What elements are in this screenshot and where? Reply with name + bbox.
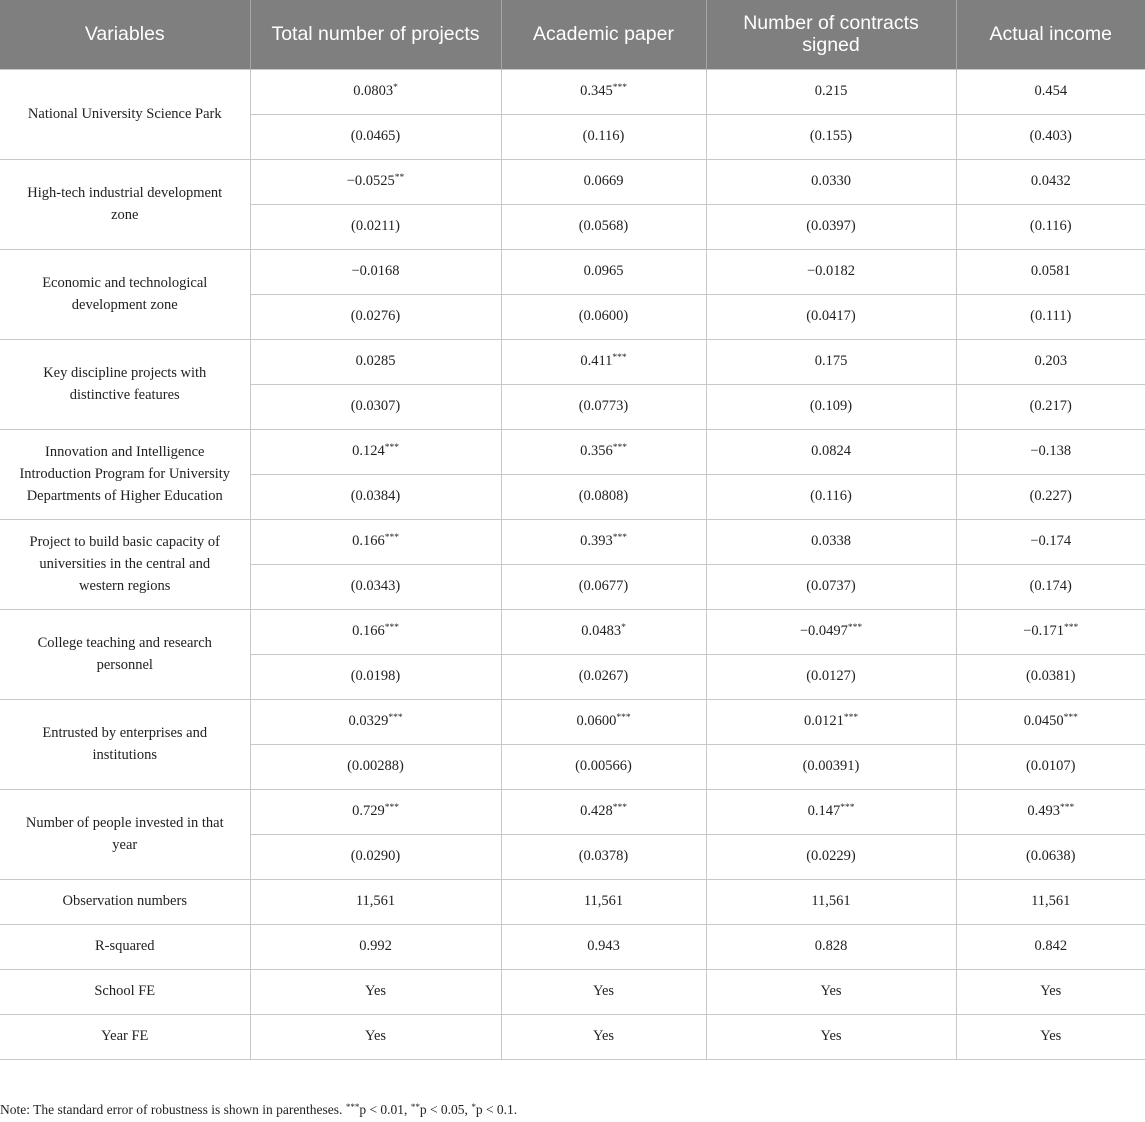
se-cell: (0.0465): [250, 114, 501, 159]
coef-value: 0.0285: [355, 353, 396, 369]
coef-cell: [501, 159, 706, 204]
coef-row: [0, 609, 1145, 654]
se-cell: (0.0378): [501, 834, 706, 879]
se-cell: (0.116): [706, 474, 956, 519]
significance-stars: ***: [612, 83, 627, 93]
coef-value: 0.356: [580, 443, 613, 459]
coef-value: −0.171: [1023, 623, 1065, 639]
significance-stars: ***: [847, 623, 863, 633]
stat-value: 0.828: [706, 924, 956, 969]
coef-value: 0.203: [1034, 353, 1068, 369]
se-cell: (0.109): [706, 384, 956, 429]
se-cell: (0.174): [956, 564, 1145, 609]
stat-value: Yes: [956, 1014, 1145, 1059]
se-cell: (0.00288): [250, 744, 501, 789]
se-cell: (0.0600): [501, 294, 706, 339]
stat-row: [0, 969, 1145, 1014]
significance-stars: *: [621, 623, 626, 633]
se-cell: (0.0381): [956, 654, 1145, 699]
note-text-2: p < 0.05,: [419, 1102, 472, 1117]
coef-value: −0.0168: [351, 263, 400, 279]
variable-name: Economic and technological development zone: [0, 249, 250, 339]
note-text-3: p < 0.1.: [475, 1102, 518, 1117]
significance-stars: ***: [616, 713, 631, 723]
stat-row: [0, 879, 1145, 924]
significance-stars: ***: [384, 443, 399, 453]
se-cell: (0.0229): [706, 834, 956, 879]
stat-value: 11,561: [706, 879, 956, 924]
coef-row: [0, 69, 1145, 114]
significance-stars: **: [394, 173, 405, 183]
coef-cell: [706, 339, 956, 384]
coef-cell: [250, 249, 501, 294]
stat-row: [0, 924, 1145, 969]
stat-value: Yes: [250, 969, 501, 1014]
significance-stars: ***: [1064, 623, 1079, 633]
header-academic-paper: Academic paper: [501, 0, 706, 69]
coef-value: 0.0965: [583, 263, 624, 279]
significance-stars: ***: [843, 713, 859, 723]
coef-cell: [706, 69, 956, 114]
stat-name: Observation numbers: [0, 879, 250, 924]
coef-cell: [250, 789, 501, 834]
variable-name: Entrusted by enterprises and institutions: [0, 699, 250, 789]
coef-value: 0.428: [580, 803, 613, 819]
se-cell: (0.116): [956, 204, 1145, 249]
se-cell: (0.217): [956, 384, 1145, 429]
header-contracts-signed: Number of contracts signed: [706, 0, 956, 69]
coef-value: 0.147: [807, 803, 841, 819]
note-text: Note: The standard error of robustness is shown in parentheses.: [0, 1102, 346, 1117]
coef-value: 0.175: [814, 353, 848, 369]
coef-value: 0.729: [352, 803, 385, 819]
se-cell: (0.155): [706, 114, 956, 159]
coef-cell: [250, 339, 501, 384]
se-cell: (0.111): [956, 294, 1145, 339]
stat-value: 0.992: [250, 924, 501, 969]
stat-row: [0, 1014, 1145, 1059]
coef-value: 0.454: [1034, 83, 1068, 99]
coef-cell: [956, 249, 1145, 294]
se-cell: (0.227): [956, 474, 1145, 519]
variable-name: Project to build basic capacity of universities in the central and western regions: [0, 519, 250, 609]
variable-name: National University Science Park: [0, 69, 250, 159]
se-cell: (0.0773): [501, 384, 706, 429]
coef-value: 0.0338: [811, 533, 851, 549]
significance-stars: ***: [1059, 803, 1075, 813]
coef-cell: [956, 429, 1145, 474]
coef-value: 0.0450: [1023, 713, 1064, 729]
coef-cell: [956, 339, 1145, 384]
coef-value: 0.0432: [1030, 173, 1071, 189]
table-body: [0, 69, 1145, 1059]
coef-value: 0.166: [352, 623, 385, 639]
se-cell: (0.0276): [250, 294, 501, 339]
variable-name: Key discipline projects with distinctive features: [0, 339, 250, 429]
stat-value: Yes: [706, 969, 956, 1014]
stat-value: 11,561: [956, 879, 1145, 924]
coef-cell: [956, 159, 1145, 204]
note-sig-1: ***: [345, 1102, 360, 1112]
coef-cell: [956, 69, 1145, 114]
se-cell: (0.00391): [706, 744, 956, 789]
header-actual-income: Actual income: [956, 0, 1145, 69]
coef-cell: [501, 519, 706, 564]
significance-stars: ***: [384, 623, 399, 633]
coef-value: 0.0803: [353, 83, 394, 99]
stat-value: Yes: [956, 969, 1145, 1014]
significance-stars: ***: [612, 803, 627, 813]
variable-name: College teaching and research personnel: [0, 609, 250, 699]
stat-name: R-squared: [0, 924, 250, 969]
coef-value: 0.0330: [811, 173, 851, 189]
se-cell: (0.0107): [956, 744, 1145, 789]
stat-name: School FE: [0, 969, 250, 1014]
coef-cell: [956, 789, 1145, 834]
coef-value: 0.345: [580, 83, 613, 99]
table-note: [0, 1102, 517, 1118]
header-total-projects: Total number of projects: [250, 0, 501, 69]
coef-row: [0, 249, 1145, 294]
coef-row: [0, 429, 1145, 474]
significance-stars: ***: [388, 713, 403, 723]
se-cell: (0.0568): [501, 204, 706, 249]
coef-cell: [501, 339, 706, 384]
coef-cell: [250, 519, 501, 564]
coef-cell: [706, 789, 956, 834]
coef-cell: [706, 609, 956, 654]
note-text-1: p < 0.01,: [359, 1102, 411, 1117]
coef-value: 0.393: [580, 533, 613, 549]
coef-cell: [956, 699, 1145, 744]
stat-value: Yes: [250, 1014, 501, 1059]
stat-value: 0.943: [501, 924, 706, 969]
coef-value: −0.0497: [799, 623, 848, 639]
coef-row: [0, 519, 1145, 564]
stat-name: Year FE: [0, 1014, 250, 1059]
stat-value: Yes: [706, 1014, 956, 1059]
se-cell: (0.0397): [706, 204, 956, 249]
se-cell: (0.0417): [706, 294, 956, 339]
se-cell: (0.0267): [501, 654, 706, 699]
coef-cell: [250, 699, 501, 744]
coef-cell: [501, 609, 706, 654]
coef-cell: [501, 789, 706, 834]
se-cell: (0.0307): [250, 384, 501, 429]
header-variables: Variables: [0, 0, 250, 69]
se-cell: (0.116): [501, 114, 706, 159]
se-cell: (0.0737): [706, 564, 956, 609]
se-cell: (0.0384): [250, 474, 501, 519]
coef-cell: [501, 699, 706, 744]
coef-value: 0.0600: [576, 713, 617, 729]
se-cell: (0.0211): [250, 204, 501, 249]
coef-value: 0.411: [580, 353, 613, 369]
variable-name: High-tech industrial development zone: [0, 159, 250, 249]
coef-row: [0, 699, 1145, 744]
coef-cell: [706, 699, 956, 744]
coef-row: [0, 339, 1145, 384]
significance-stars: ***: [1063, 713, 1078, 723]
coef-value: 0.166: [352, 533, 385, 549]
stat-value: 11,561: [250, 879, 501, 924]
coef-cell: [706, 249, 956, 294]
coef-value: −0.138: [1030, 443, 1072, 459]
se-cell: (0.0808): [501, 474, 706, 519]
se-cell: (0.0290): [250, 834, 501, 879]
coef-value: 0.124: [352, 443, 385, 459]
significance-stars: ***: [612, 443, 627, 453]
coef-value: 0.0581: [1030, 263, 1071, 279]
coef-cell: [706, 429, 956, 474]
se-cell: (0.403): [956, 114, 1145, 159]
coef-value: 0.215: [814, 83, 848, 99]
se-cell: (0.0677): [501, 564, 706, 609]
coef-cell: [250, 429, 501, 474]
coef-cell: [250, 69, 501, 114]
coef-value: −0.0182: [806, 263, 856, 279]
coef-cell: [956, 609, 1145, 654]
stat-value: Yes: [501, 969, 706, 1014]
se-cell: (0.0343): [250, 564, 501, 609]
coef-value: 0.0483: [581, 623, 622, 639]
stat-value: 11,561: [501, 879, 706, 924]
significance-stars: ***: [840, 803, 855, 813]
header-row: [0, 0, 1145, 69]
significance-stars: ***: [612, 533, 627, 543]
coef-cell: [250, 609, 501, 654]
coef-cell: [956, 519, 1145, 564]
coef-cell: [501, 249, 706, 294]
coef-value: 0.0824: [811, 443, 851, 459]
se-cell: (0.0638): [956, 834, 1145, 879]
se-cell: (0.0198): [250, 654, 501, 699]
stat-value: 0.842: [956, 924, 1145, 969]
coef-cell: [706, 159, 956, 204]
coef-value: 0.0329: [348, 713, 389, 729]
coef-value: −0.0525: [346, 173, 395, 189]
coef-cell: [501, 69, 706, 114]
coef-value: 0.0669: [583, 173, 624, 189]
variable-name: Innovation and Intelligence Introduction Program for University Departments of Higher Education: [0, 429, 250, 519]
stat-value: Yes: [501, 1014, 706, 1059]
se-cell: (0.00566): [501, 744, 706, 789]
significance-stars: ***: [384, 533, 399, 543]
variable-name: Number of people invested in that year: [0, 789, 250, 879]
coef-cell: [706, 519, 956, 564]
coef-cell: [501, 429, 706, 474]
se-cell: (0.0127): [706, 654, 956, 699]
significance-stars: *: [393, 83, 398, 93]
coef-value: 0.493: [1027, 803, 1060, 819]
significance-stars: ***: [384, 803, 399, 813]
coef-row: [0, 159, 1145, 204]
significance-stars: ***: [612, 353, 627, 363]
note-sig-2: **: [410, 1102, 420, 1112]
coef-value: 0.0121: [803, 713, 844, 729]
coef-cell: [250, 159, 501, 204]
coef-row: [0, 789, 1145, 834]
coef-value: −0.174: [1030, 533, 1072, 549]
note-sig-3: *: [471, 1102, 476, 1112]
